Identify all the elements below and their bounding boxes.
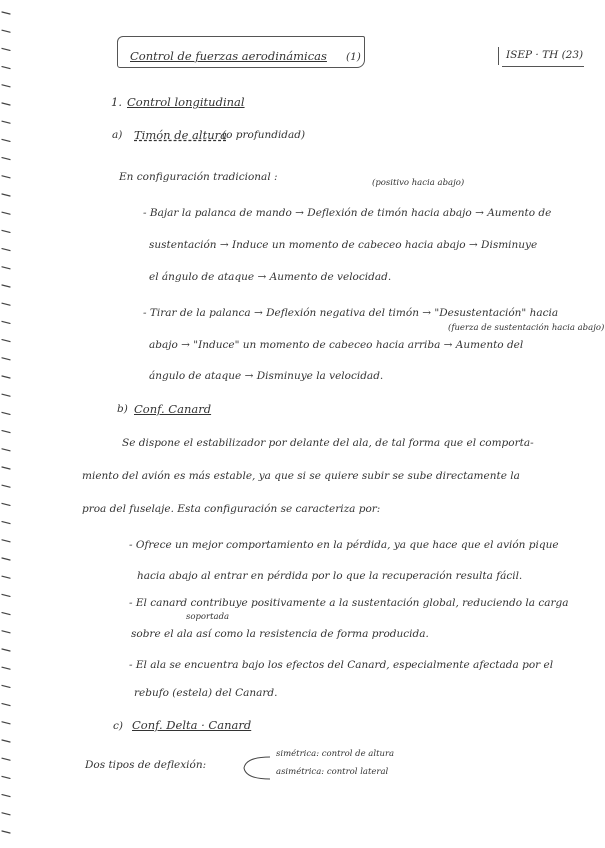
bullet1-line2: sustentación → Induce un momento de cabeceo hacia abajo → Disminuye bbox=[149, 239, 538, 251]
bullet2-line1: - Tirar de la palanca → Deflexión negativa del timón → "Desustentación" hacia bbox=[143, 307, 559, 319]
canard-bullet3-line2: rebufo (estela) del Canard. bbox=[134, 687, 278, 699]
subsection-b-title: Conf. Canard bbox=[134, 402, 212, 416]
canard-bullet2-line1: - El canard contribuye positivamente a la sustentación global, reduciendo la carga bbox=[129, 597, 569, 609]
subsection-c-marker: c) bbox=[113, 720, 123, 732]
canard-paragraph-line3: proa del fuselaje. Esta configuración se caracteriza por: bbox=[82, 503, 381, 515]
subsection-c-title: Conf. Delta · Canard bbox=[132, 718, 252, 732]
spiral-margin-marks bbox=[0, 0, 14, 848]
section-number: 1. bbox=[111, 95, 122, 109]
page-title: Control de fuerzas aerodinámicas bbox=[130, 49, 327, 63]
deflection-intro: Dos tipos de deflexión: bbox=[85, 759, 207, 771]
reference-underline bbox=[502, 66, 584, 67]
canard-paragraph-line1: Se dispone el estabilizador por delante del ala, de tal forma que el comporta- bbox=[122, 437, 534, 449]
subsection-a-note: (o profundidad) bbox=[222, 129, 306, 141]
bullet2-annotation: (fuerza de sustentación hacia abajo) bbox=[448, 323, 605, 333]
reference-separator bbox=[498, 47, 499, 65]
annotation-positive-down: (positivo hacia abajo) bbox=[372, 178, 465, 188]
canard-paragraph-line2: miento del avión es más estable, ya que si se quiere subir se sube directamente la bbox=[82, 470, 520, 482]
config-intro: En configuración tradicional : bbox=[119, 171, 278, 183]
subsection-a-marker: a) bbox=[112, 129, 123, 141]
bullet1-line1: - Bajar la palanca de mando → Deflexión de timón hacia abajo → Aumento de bbox=[143, 207, 552, 219]
bullet2-line3: ángulo de ataque → Disminuye la velocidad. bbox=[149, 370, 384, 382]
deflection-asymmetric: asimétrica: control lateral bbox=[276, 767, 389, 777]
title-box bbox=[117, 36, 365, 68]
canard-bullet1-line1: - Ofrece un mejor comportamiento en la pérdida, ya que hace que el avión pique bbox=[129, 539, 559, 551]
deflection-symmetric: simétrica: control de altura bbox=[276, 749, 395, 759]
canard-bullet2-line2: sobre el ala así como la resistencia de forma producida. bbox=[131, 628, 429, 640]
canard-bullet3-line1: - El ala se encuentra bajo los efectos del Canard, especialmente afectada por el bbox=[129, 659, 554, 671]
brace-mark bbox=[232, 753, 272, 783]
subsection-b-marker: b) bbox=[117, 403, 128, 415]
bullet1-line3: el ángulo de ataque → Aumento de velocidad. bbox=[149, 271, 392, 283]
bullet2-line2: abajo → "Induce" un momento de cabeceo hacia arriba → Aumento del bbox=[149, 339, 524, 351]
subsection-a-title: Timón de altura bbox=[134, 128, 227, 142]
section-title: Control longitudinal bbox=[127, 95, 245, 109]
page-index: (1) bbox=[346, 51, 361, 63]
canard-bullet1-line2: hacia abajo al entrar en pérdida por lo que la recuperación resulta fácil. bbox=[137, 570, 523, 582]
reference-code: ISEP · TH (23) bbox=[506, 49, 584, 61]
canard-bullet2-annotation: soportada bbox=[186, 612, 230, 622]
